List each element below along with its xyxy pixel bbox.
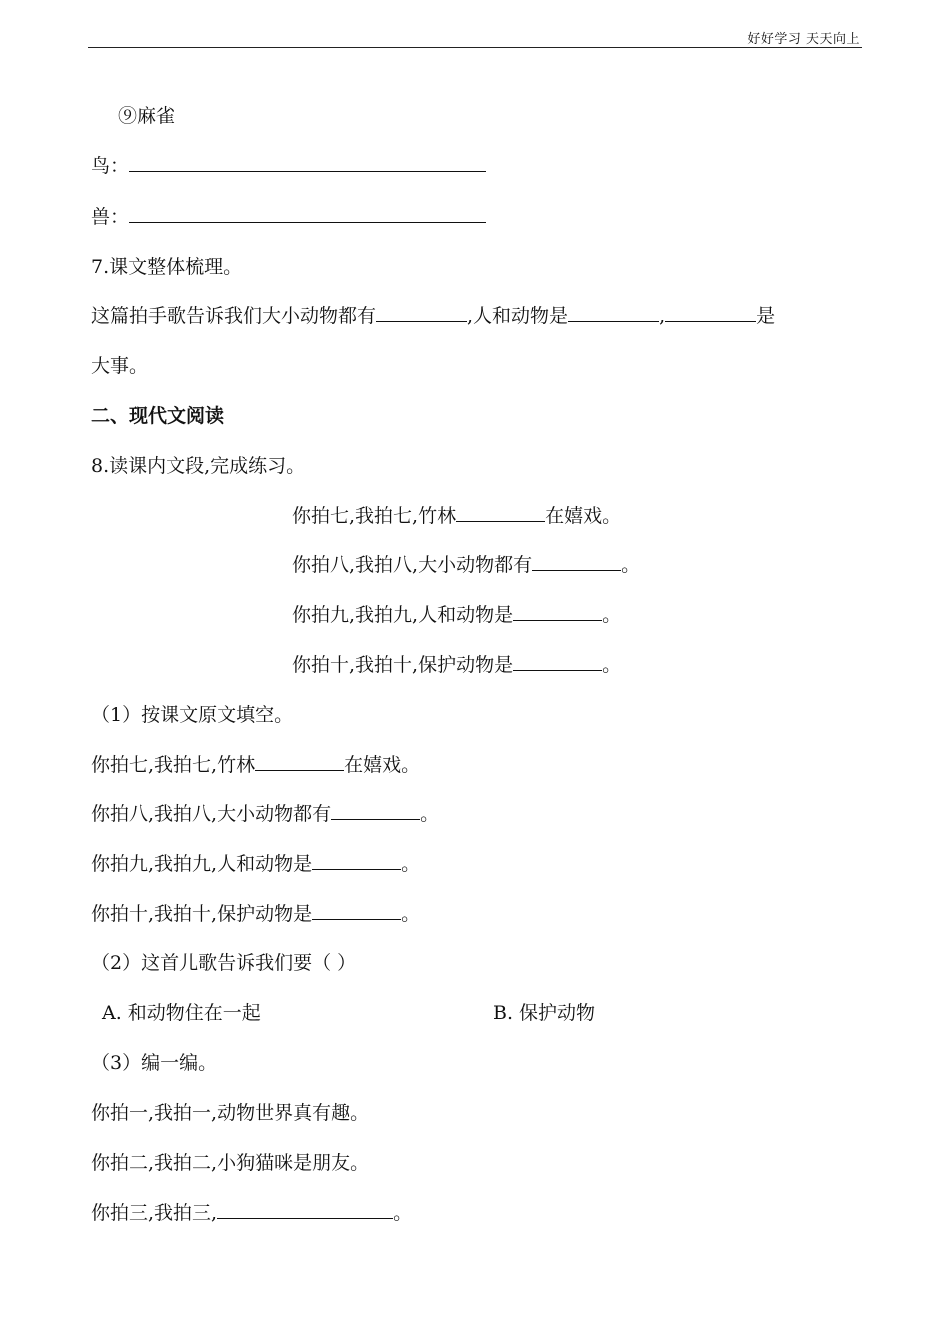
sub2-title: （2）这首儿歌告诉我们要（ ） [91, 952, 357, 974]
compose-line: 你拍一,我拍一,动物世界真有趣。 [91, 1102, 370, 1124]
passage-line [292, 652, 621, 678]
beast-label: 兽： [91, 206, 130, 228]
passage-blank [532, 552, 621, 571]
fill-text: 你拍九,我拍九,人和动物是 [91, 853, 313, 875]
fill-blank[interactable] [312, 851, 401, 870]
item-sparrow: ⑨麻雀 [118, 105, 176, 127]
passage-text: 你拍十,我拍十,保护动物是 [292, 654, 514, 676]
q7-line2: 大事。 [91, 355, 149, 377]
passage-text: 在嬉戏。 [545, 505, 622, 527]
q7-text-b: ,人和动物是 [467, 305, 569, 327]
q7-text-c: , [659, 305, 666, 327]
option-a[interactable]: A. 和动物住在一起 [102, 1002, 261, 1024]
fill-line [91, 801, 439, 827]
fill-text: 你拍七,我拍七,竹林 [91, 754, 256, 776]
fill-line [91, 752, 420, 778]
compose-blank[interactable] [217, 1200, 393, 1219]
q7-blank-1[interactable] [376, 303, 467, 322]
compose-line: 你拍二,我拍二,小狗猫咪是朋友。 [91, 1152, 370, 1174]
fill-line [91, 901, 420, 927]
header-motto: 好好学习 天天向上 [747, 32, 860, 47]
passage-line [292, 602, 621, 628]
beast-answer-blank[interactable] [129, 204, 486, 223]
fill-line [91, 851, 420, 877]
fill-text: 你拍八,我拍八,大小动物都有 [91, 803, 332, 825]
q7-text-d: 是 [756, 305, 776, 327]
passage-text: 。 [621, 554, 641, 576]
fill-blank[interactable] [312, 901, 401, 920]
bird-row [91, 153, 486, 179]
passage-blank [513, 652, 602, 671]
sub3-title: （3）编一编。 [91, 1052, 218, 1074]
q7-text-a: 这篇拍手歌告诉我们大小动物都有 [91, 305, 377, 327]
q7-blank-2[interactable] [568, 303, 659, 322]
sub1-title: （1）按课文原文填空。 [91, 704, 294, 726]
passage-blank [456, 503, 545, 522]
fill-blank[interactable] [255, 752, 344, 771]
passage-text: 你拍九,我拍九,人和动物是 [292, 604, 514, 626]
fill-text: 。 [420, 803, 440, 825]
q8-title: 8.读课内文段,完成练习。 [91, 455, 306, 477]
fill-text: 。 [401, 853, 421, 875]
beast-row [91, 204, 486, 230]
q7-blank-3[interactable] [665, 303, 756, 322]
q7-line1 [91, 303, 775, 329]
passage-text: 你拍七,我拍七,竹林 [292, 505, 457, 527]
section-title-reading: 二、现代文阅读 [91, 405, 225, 427]
fill-text: 你拍十,我拍十,保护动物是 [91, 903, 313, 925]
fill-blank[interactable] [331, 801, 420, 820]
fill-text: 在嬉戏。 [344, 754, 421, 776]
passage-text: 你拍八,我拍八,大小动物都有 [292, 554, 533, 576]
passage-line [292, 552, 640, 578]
bird-label: 鸟： [91, 155, 130, 177]
compose-text: 。 [393, 1202, 413, 1224]
passage-text: 。 [602, 654, 622, 676]
compose-text: 你拍三,我拍三, [91, 1202, 218, 1224]
q7-title: 7.课文整体梳理。 [91, 256, 243, 278]
compose-line-3 [91, 1200, 412, 1226]
passage-text: 。 [602, 604, 622, 626]
passage-line [292, 503, 621, 529]
passage-blank [513, 602, 602, 621]
page-header [88, 26, 862, 48]
bird-answer-blank[interactable] [129, 153, 486, 172]
fill-text: 。 [401, 903, 421, 925]
option-b[interactable]: B. 保护动物 [493, 1002, 596, 1024]
